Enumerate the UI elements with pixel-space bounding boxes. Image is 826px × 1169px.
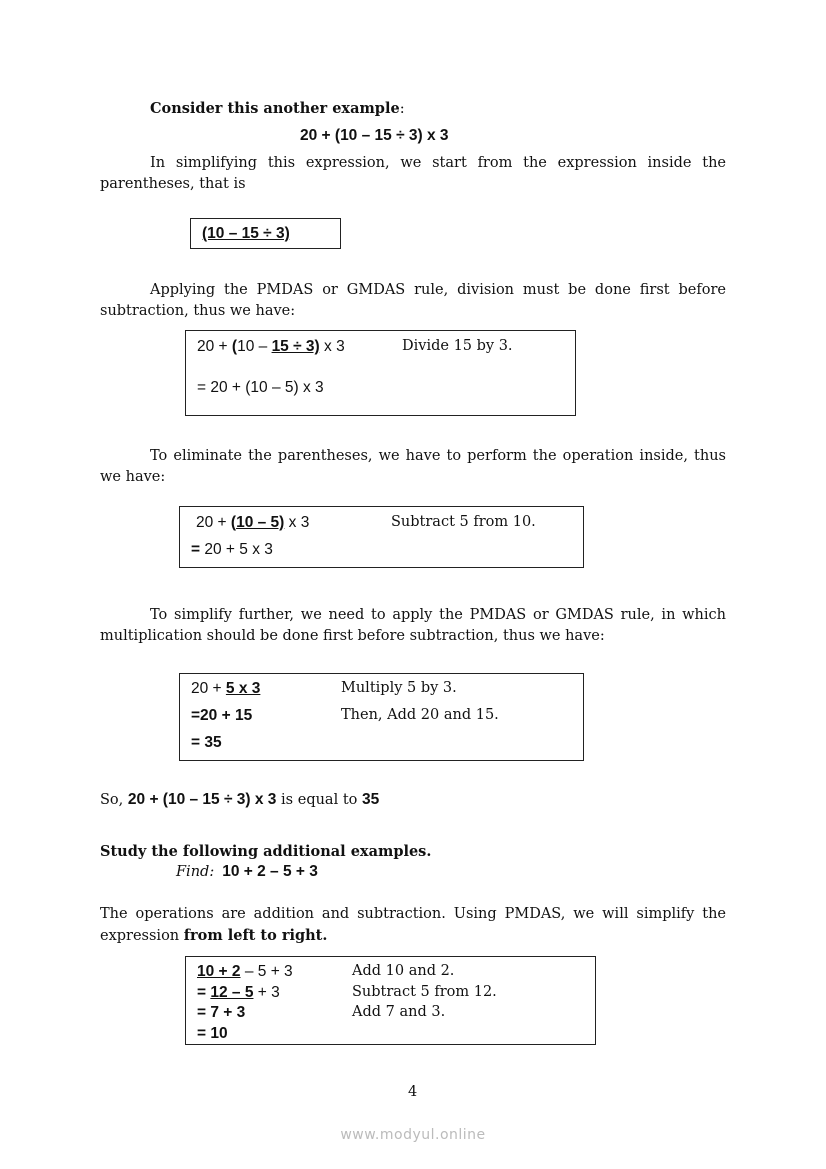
box3-note-1: Subtract 5 from 10. xyxy=(391,514,536,530)
box-1 xyxy=(190,218,341,249)
box5-line-3: = 7 + 3 xyxy=(197,1004,246,1021)
box-3 xyxy=(179,506,584,568)
find-label: Find: xyxy=(176,864,215,880)
box-5 xyxy=(185,956,596,1045)
box5-l2-c: + 3 xyxy=(253,984,280,1001)
conclusion-result: 35 xyxy=(362,791,380,808)
paragraph-5 xyxy=(100,904,726,947)
box4-l1-a: 20 + xyxy=(191,680,226,697)
intro-heading: Consider this another example xyxy=(150,100,400,117)
box5-l2-a: = xyxy=(197,984,211,1001)
box4-note-2: Then, Add 20 and 15. xyxy=(341,707,499,723)
box5-line-4: = 10 xyxy=(197,1025,228,1042)
box2-l1-d: 15 ÷ 3) xyxy=(271,338,320,355)
conclusion-mid: is equal to xyxy=(276,792,362,808)
box5-line-2 xyxy=(197,984,280,1002)
box4-line-1 xyxy=(191,680,260,698)
find-line xyxy=(176,863,318,881)
box-2 xyxy=(185,330,576,416)
box5-note-1: Add 10 and 2. xyxy=(352,963,455,979)
box5-l1-a: 10 + 2 xyxy=(197,963,241,980)
box-4 xyxy=(179,673,584,761)
box4-note-1: Multiply 5 by 3. xyxy=(341,680,457,696)
conclusion-so: So, xyxy=(100,792,128,808)
box3-line-1 xyxy=(196,514,309,532)
box2-line-1 xyxy=(197,338,345,356)
box2-note-1: Divide 15 by 3. xyxy=(402,338,513,354)
box5-l1-b: – 5 + 3 xyxy=(240,963,293,980)
box3-l1-a: 20 + xyxy=(196,514,231,531)
box2-l1-e: x 3 xyxy=(319,338,345,355)
box5-note-2: Subtract 5 from 12. xyxy=(352,984,497,1000)
paragraph-5-bold: from left to right. xyxy=(183,927,328,944)
additional-heading: Study the following additional examples. xyxy=(100,843,432,860)
box3-l1-b: ( xyxy=(230,514,237,531)
paragraph-2: Applying the PMDAS or GMDAS rule, division must be done first before subtraction, thus we have: xyxy=(100,282,726,319)
watermark: www.modyul.online xyxy=(340,1127,486,1143)
paragraph-4: To simplify further, we need to apply the PMDAS or GMDAS rule, in which multiplication should be done first before subtraction, thus we have: xyxy=(100,607,726,644)
box3-l1-c: 10 – 5) xyxy=(236,514,285,531)
paragraph-3: To eliminate the parentheses, we have to perform the operation inside, thus we have: xyxy=(100,448,726,485)
box3-l2-a: = xyxy=(191,541,201,558)
box2-l1-b: ( xyxy=(231,338,238,355)
paragraph-1: In simplifying this expression, we start from the expression inside the parentheses, that is xyxy=(100,155,726,192)
box5-l2-b: 12 – 5 xyxy=(210,984,254,1001)
conclusion xyxy=(100,791,379,809)
box3-line-2 xyxy=(191,541,273,559)
conclusion-expression: 20 + (10 – 15 ÷ 3) x 3 xyxy=(127,791,277,808)
box1-expression: (10 – 15 ÷ 3) xyxy=(202,225,290,242)
intro-expression: 20 + (10 – 15 ÷ 3) x 3 xyxy=(300,127,449,144)
box3-l2-b: 20 + 5 x 3 xyxy=(200,541,273,558)
box2-line-2: = 20 + (10 – 5) x 3 xyxy=(197,379,324,396)
intro-colon: : xyxy=(399,101,405,117)
box3-l1-d: x 3 xyxy=(284,514,310,531)
box4-line-2: =20 + 15 xyxy=(191,707,253,724)
box4-l1-b: 5 x 3 xyxy=(225,680,261,697)
intro-heading-line xyxy=(150,100,405,117)
box5-note-3: Add 7 and 3. xyxy=(352,1004,446,1020)
page-number: 4 xyxy=(408,1084,418,1100)
box2-l1-a: 20 + xyxy=(197,338,232,355)
box2-l1-c: 10 – xyxy=(237,338,272,355)
box5-line-1 xyxy=(197,963,293,981)
box4-line-3: = 35 xyxy=(191,734,222,751)
paragraph-5-text: The operations are addition and subtraction. Using PMDAS, we will simplify the expression xyxy=(100,906,726,944)
find-expression: 10 + 2 – 5 + 3 xyxy=(222,863,318,880)
